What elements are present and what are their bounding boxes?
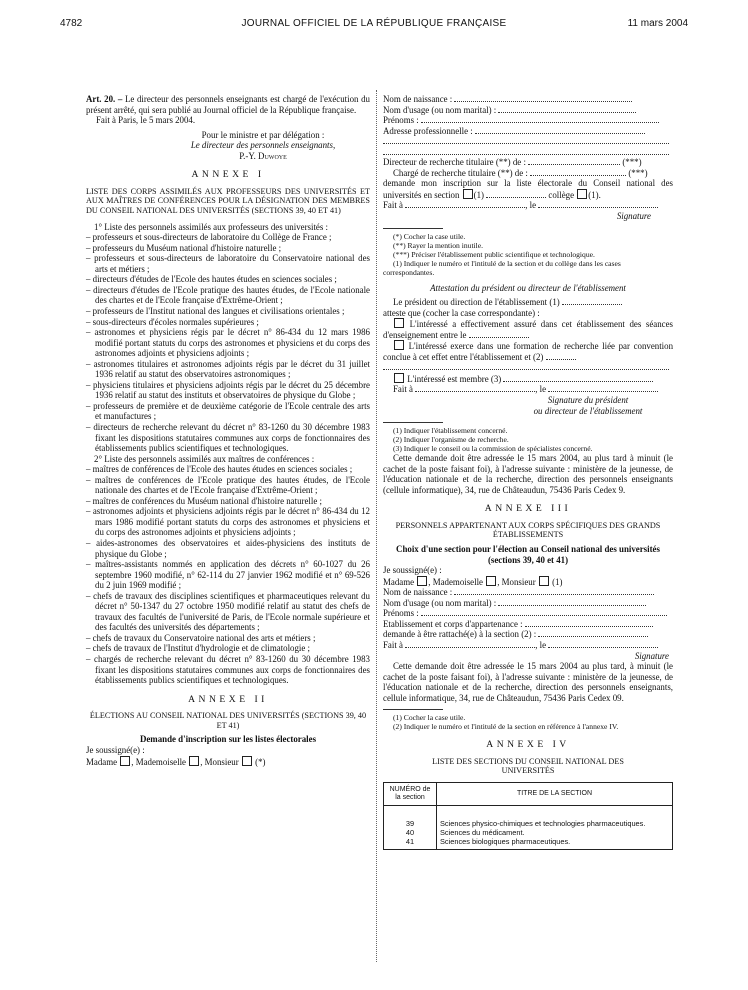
madame-checkbox[interactable] xyxy=(417,576,427,586)
civility-note: (*) xyxy=(255,756,266,767)
le-label: , le xyxy=(525,200,537,211)
footnote: (*) Cocher la case utile. xyxy=(393,231,466,241)
list-item: – professeurs de première et de deuxième catégorie de l'Ecole centrale des arts et manufactures ; xyxy=(86,400,370,422)
form-row xyxy=(383,598,673,609)
field-label: Directeur de recherche titulaire (**) de : xyxy=(383,157,526,168)
adresse-field-3[interactable] xyxy=(383,148,669,155)
annexe-3-heading: PERSONNELS APPARTENANT AUX CORPS SPÉCIFIQUES DES GRANDS ÉTABLISSEMENTS xyxy=(395,520,661,540)
monsieur-checkbox[interactable] xyxy=(242,756,252,766)
adresse-field-2[interactable] xyxy=(383,137,669,144)
attest-row xyxy=(383,373,673,385)
cette-demande-1: Cette demande doit être adressée le 15 mars 2004, au plus tard à minuit (le cachet de la poste faisant foi), à l'adresse suivante : ministère de la jeunesse, de l'éducation nationale et de la recherche, direction des personnels enseignants (cellule informatique), 34, rue de Châteaudun, 75436 Paris Cedex 9. xyxy=(383,453,673,495)
demande-title: Demande d'inscription sur les listes électorales xyxy=(139,734,317,745)
article-20-text: Le directeur des personnels enseignants est chargé de l'exécution du présent arrêté, qui sera publié au Journal officiel de la République française. xyxy=(86,94,370,115)
demande-text: demande mon inscription sur la liste électorale du Conseil national des universités en section xyxy=(383,178,673,200)
annexe-4-heading: LISTE DES SECTIONS DU CONSEIL NATIONAL DES UNIVERSITÉS xyxy=(432,756,624,776)
annexe-2-title: ANNEXE II xyxy=(188,693,268,705)
table-row xyxy=(384,838,673,850)
attest-row xyxy=(383,297,673,308)
fait-field[interactable] xyxy=(415,385,535,392)
date-field[interactable] xyxy=(548,641,658,648)
footnote: (**) Rayer la mention inutile. xyxy=(393,240,484,250)
option-1-text: L'intéressé a effectivement assuré dans cet établissement des séances d'enseignement entre le xyxy=(383,319,673,340)
section-number: 40 xyxy=(384,829,437,838)
nom-naissance-field[interactable] xyxy=(454,588,654,595)
mademoiselle-label: Mademoiselle xyxy=(432,576,483,587)
list-item: – professeurs et sous-directeurs de laboratoire du Conservatoire national des arts et métiers ; xyxy=(86,253,370,274)
list-item: – professeurs de l'Institut national des langues et civilisations orientales ; xyxy=(86,305,345,316)
college-label: collège xyxy=(548,189,575,200)
list-item: – maîtres-assistants nommés en application des décrets n° 60-1027 du 26 septembre 1960 modifié, n° 62-114 du 27 janvier 1962 modifié et n° 69-526 du 2 juin 1969 modifié ; xyxy=(86,559,370,591)
form-row: demande mon inscription sur la liste électorale du Conseil national des universités en section (1) collège (1). xyxy=(383,178,673,200)
monsieur-label: Monsieur xyxy=(204,756,239,767)
note-mark: (1) xyxy=(473,189,484,200)
field-label: Adresse professionnelle : xyxy=(383,125,473,136)
field-label: demande à être rattaché(e) à la section (2) : xyxy=(383,629,537,640)
list-item: – directeurs d'études de l'Ecole des hautes études en sciences sociales ; xyxy=(86,274,337,285)
monsieur-checkbox[interactable] xyxy=(539,576,549,586)
footnote: (2) Indiquer l'organisme de recherche. xyxy=(393,435,509,445)
fait-label: Fait à xyxy=(383,639,403,650)
option-3-text: L'intéressé est membre (3) xyxy=(407,373,502,384)
footnotes-3 xyxy=(383,713,673,731)
note-mark: (1) xyxy=(552,576,563,587)
annexe-2-heading: ÉLECTIONS AU CONSEIL NATIONAL DES UNIVERSITÉS (SECTIONS 39, 40 ET 41) xyxy=(89,711,367,730)
signature-label-2: Signature xyxy=(634,650,669,661)
option-2-checkbox[interactable] xyxy=(394,340,404,350)
charge-field[interactable] xyxy=(530,169,626,176)
signature-label: Signature xyxy=(616,211,651,222)
attest-row xyxy=(383,384,673,395)
annexe-4-title: ANNEXE IV xyxy=(486,739,570,751)
note-mark: (1) xyxy=(588,189,599,200)
madame-label: Madame xyxy=(383,576,415,587)
directeur-field[interactable] xyxy=(528,158,620,165)
le-label: , le xyxy=(535,639,547,650)
list-item: – professeurs du Muséum national d'histoire naturelle ; xyxy=(86,242,282,253)
section-number: 39 xyxy=(384,805,437,828)
right-column xyxy=(383,94,673,850)
annexe-1-title: ANNEXE I xyxy=(191,169,265,181)
inscription-form xyxy=(383,94,673,222)
sections-table xyxy=(383,782,673,850)
field-label: Prénoms : xyxy=(383,608,419,619)
form-row xyxy=(383,587,673,598)
etablissement-field[interactable] xyxy=(525,620,653,627)
note-mark: (***) xyxy=(628,167,648,178)
annexe-3-title: ANNEXE III xyxy=(484,503,572,515)
list-item: – physiciens titulaires et physiciens adjoints régis par le décret du 25 décembre 1936 relatif au statut des instituts et observatoires de physique du Globe ; xyxy=(86,379,370,401)
prenoms-field[interactable] xyxy=(421,116,659,123)
date-field[interactable] xyxy=(538,201,658,208)
civility-row-2: Madame , Mademoiselle , Monsieur (1) xyxy=(383,576,563,587)
footnote: (1) Cocher la case utile. xyxy=(393,713,466,723)
nom-naissance-field[interactable] xyxy=(454,95,632,102)
madame-checkbox[interactable] xyxy=(120,756,130,766)
page-number: 4782 xyxy=(60,18,83,29)
field-label: Nom d'usage (ou nom marital) : xyxy=(383,597,497,608)
form-row xyxy=(383,200,673,211)
form-row xyxy=(383,608,673,619)
form-row xyxy=(383,126,673,137)
left-column xyxy=(86,94,370,767)
note-mark: (***) xyxy=(622,157,642,168)
form-row xyxy=(383,94,673,105)
list-item: – chefs de travaux de l'Institut d'hydrologie et de climatologie ; xyxy=(86,643,311,654)
option-3-checkbox[interactable] xyxy=(394,373,404,383)
attest-row xyxy=(383,340,673,362)
footnote-rule xyxy=(383,422,443,423)
section-title: Sciences physico-chimiques et technologies pharmaceutiques. xyxy=(437,805,673,828)
list-item: – astronomes titulaires et astronomes adjoints régis par le décret du 31 juillet 1936 relatif au statut des observatoires astronomiques ; xyxy=(86,358,370,380)
nom-usage-field[interactable] xyxy=(498,106,636,113)
form-row xyxy=(383,619,673,630)
list-item: – astronomes adjoints et physiciens adjoints régis par le décret n° 86-434 du 12 mars 1986 modifié portant statuts du corps des astronomes et physiciens et du corps des astronomes adjoints et physiciens adjoints ; xyxy=(86,506,370,538)
soussigne-2: Je soussigné(e) : xyxy=(383,565,442,576)
section-field[interactable] xyxy=(486,191,546,198)
option-2-field[interactable] xyxy=(546,353,576,360)
field-label: Nom d'usage (ou nom marital) : xyxy=(383,104,497,115)
article-20-label: Art. 20. – xyxy=(86,94,123,104)
footnote: (3) Indiquer le conseil ou la commission de spécialistes concerné. xyxy=(393,444,593,454)
monsieur-label: Monsieur xyxy=(501,576,536,587)
footnote-rule xyxy=(383,709,443,710)
signature-name: P.-Y. Duwoye xyxy=(239,150,287,161)
footnotes-2 xyxy=(383,426,673,453)
footnote: (1) Indiquer le numéro et l'intitulé de la section et du collège dans les cases correspondantes. xyxy=(383,258,621,277)
attestation xyxy=(383,283,673,417)
form-row xyxy=(383,136,673,147)
list-item: – maîtres de conférences du Muséum national d'histoire naturelle ; xyxy=(86,495,322,506)
col-titre-header: TITRE DE LA SECTION xyxy=(437,782,673,805)
mademoiselle-checkbox[interactable] xyxy=(189,756,199,766)
section-title: Sciences biologiques pharmaceutiques. xyxy=(437,838,673,850)
list-2-intro: 2° Liste des personnels assimilés aux maîtres de conférences : xyxy=(94,453,315,464)
signature-line-2: Le directeur des personnels enseignants, xyxy=(190,140,336,151)
option-1-field[interactable] xyxy=(469,331,529,338)
form-row xyxy=(383,105,673,116)
soussigne: Je soussigné(e) : xyxy=(86,744,145,755)
form-row xyxy=(383,168,673,179)
form-row xyxy=(383,629,673,640)
date-field[interactable] xyxy=(548,385,658,392)
list-item: – aides-astronomes des observatoires et aides-physiciens des instituts de physique du Globe ; xyxy=(86,538,370,559)
footnotes-1 xyxy=(383,232,673,277)
list-item: – sous-directeurs d'écoles normales supérieures ; xyxy=(86,316,259,327)
signature-line-1: Pour le ministre et par délégation : xyxy=(201,129,325,140)
fait-label: Fait à xyxy=(393,384,413,395)
choix-form xyxy=(383,565,673,661)
attest-row xyxy=(383,318,673,340)
option-1-checkbox[interactable] xyxy=(394,318,404,328)
table-header-row xyxy=(384,782,673,805)
mademoiselle-label: Mademoiselle xyxy=(135,756,186,767)
mademoiselle-checkbox[interactable] xyxy=(486,576,496,586)
cette-demande-2: Cette demande doit être adressée le 15 mars 2004 au plus tard, à minuit (le cachet de la poste faisant foi), à l'adresse suivante : ministère de la jeunesse, de l'éducation nationale et de la recherche, direction des personnels enseignants, cellule informatique, 34, rue de Châteaudun, 75436 Paris Cedex 09. xyxy=(383,661,673,703)
civility-row: Madame , Mademoiselle , Monsieur (*) xyxy=(86,756,266,767)
list-item: – chefs de travaux du Conservatoire national des arts et métiers ; xyxy=(86,632,316,643)
attest-signature-1: Signature du président xyxy=(547,395,629,406)
section-title: Sciences du médicament. xyxy=(437,829,673,838)
list-item: – chefs de travaux des disciplines scientifiques et pharmaceutiques relevant du décret n° 50-1347 du 27 octobre 1950 modifié relatif au statut des chefs de travaux des facultés de l'université de Paris, de l'Ecole normale supérieure et des facultés des universités des départements ; xyxy=(86,590,370,633)
attest-row xyxy=(383,362,673,373)
attest-label: Le président ou direction de l'établissement (1) xyxy=(393,297,560,308)
list-2 xyxy=(86,464,370,685)
col-numero-header: NUMÉRO de la section xyxy=(384,782,437,805)
attestation-title: Attestation du président ou directeur de l'établissement xyxy=(430,282,626,293)
list-item: – directeurs d'études de l'Ecole pratique des hautes études, de l'Ecole nationale des chartes et de l'Ecole française d'Extrême-Orient ; xyxy=(86,284,370,306)
prenoms-field[interactable] xyxy=(421,609,667,616)
fait-paris: Fait à Paris, le 5 mars 2004. xyxy=(96,115,196,126)
annexe-1-heading: LISTE DES CORPS ASSIMILÉS AUX PROFESSEURS DES UNIVERSITÉS ET AUX MAÎTRES DE CONFÉRENCES POUR LA DÉSIGNATION DES MEMBRES DU CONSEIL NATIONAL DES UNIVERSITÉS (SECTIONS 39, 40 ET 41) xyxy=(86,186,370,216)
le-label: , le xyxy=(535,384,547,395)
field-label: Prénoms : xyxy=(383,115,419,126)
field-label: Etablissement et corps d'appartenance : xyxy=(383,618,523,629)
nom-usage-field[interactable] xyxy=(498,599,646,606)
option-3-field[interactable] xyxy=(503,375,653,382)
adresse-field[interactable] xyxy=(475,127,645,134)
list-item: – astronomes et physiciens régis par le décret n° 86-434 du 12 mars 1986 modifié portant statuts du corps des astronomes et physiciens et du corps des astronomes adjoints et physiciens adjoints ; xyxy=(86,327,370,359)
list-item: – professeurs et sous-directeurs de laboratoire du Collège de France ; xyxy=(86,232,332,243)
footnote: (***) Préciser l'établissement public scientifique et technologique. xyxy=(393,249,595,259)
fait-field[interactable] xyxy=(405,201,525,208)
form-row xyxy=(383,157,673,168)
form-row xyxy=(383,115,673,126)
article-20 xyxy=(86,94,370,115)
list-1 xyxy=(86,232,370,453)
section-checkbox[interactable] xyxy=(463,189,473,199)
option-2-field-2[interactable] xyxy=(383,363,669,370)
field-label: Nom de naissance : xyxy=(383,94,453,104)
list-item: – maîtres de conférences de l'Ecole pratique des hautes études, de l'Ecole nationale des chartes et de l'Ecole française d'Extrême-Orient ; xyxy=(86,474,370,496)
madame-label: Madame xyxy=(86,756,118,767)
choix-title: Choix d'une section pour l'élection au Conseil national des universités (sections 39, 40 et 41) xyxy=(396,544,660,565)
list-item: – maîtres de conférences de l'Ecole des hautes études en sciences sociales ; xyxy=(86,464,353,475)
list-item: – directeurs de recherche relevant du décret n° 83-1260 du 30 décembre 1983 fixant les dispositions statutaires communes aux corps de fonctionnaires des établissements publics scientifiques et technologiques. xyxy=(86,422,370,454)
section-field[interactable] xyxy=(538,630,648,637)
field-label: Nom de naissance : xyxy=(383,587,453,598)
footnote: (2) Indiquer le numéro et l'intitulé de la section en référence à l'annexe IV. xyxy=(393,722,619,732)
fait-label: Fait à xyxy=(383,200,403,211)
footnote-rule xyxy=(383,228,443,229)
column-divider xyxy=(376,90,377,962)
form-row xyxy=(383,640,673,651)
issue-date: 11 mars 2004 xyxy=(627,18,688,29)
fait-field[interactable] xyxy=(405,641,535,648)
list-1-intro: 1° Liste des personnels assimilés aux professeurs des universités : xyxy=(94,221,329,232)
list-item: – chargés de recherche relevant du décret n° 83-1260 du 30 décembre 1983 fixant les dispositions statutaires communes aux corps de fonctionnaires des établissements publics scientifiques et technologiques. xyxy=(86,654,370,686)
attest-signature-2: ou directeur de l'établissement xyxy=(533,405,643,416)
attest-line-2: atteste que (cocher la case correspondante) : xyxy=(383,307,540,318)
section-number: 41 xyxy=(384,838,437,850)
journal-title: JOURNAL OFFICIEL DE LA RÉPUBLIQUE FRANÇAISE xyxy=(241,18,507,29)
etablissement-field[interactable] xyxy=(562,298,622,305)
form-row xyxy=(383,147,673,158)
footnote: (1) Indiquer l'établissement concerné. xyxy=(393,426,508,436)
table-row xyxy=(384,805,673,828)
option-2-text: L'intéressé exerce dans une formation de recherche liée par convention conclue à cet effet entre l'établissement et (2) xyxy=(383,341,674,362)
college-checkbox[interactable] xyxy=(577,189,587,199)
field-label: Chargé de recherche titulaire (**) de : xyxy=(393,167,528,178)
